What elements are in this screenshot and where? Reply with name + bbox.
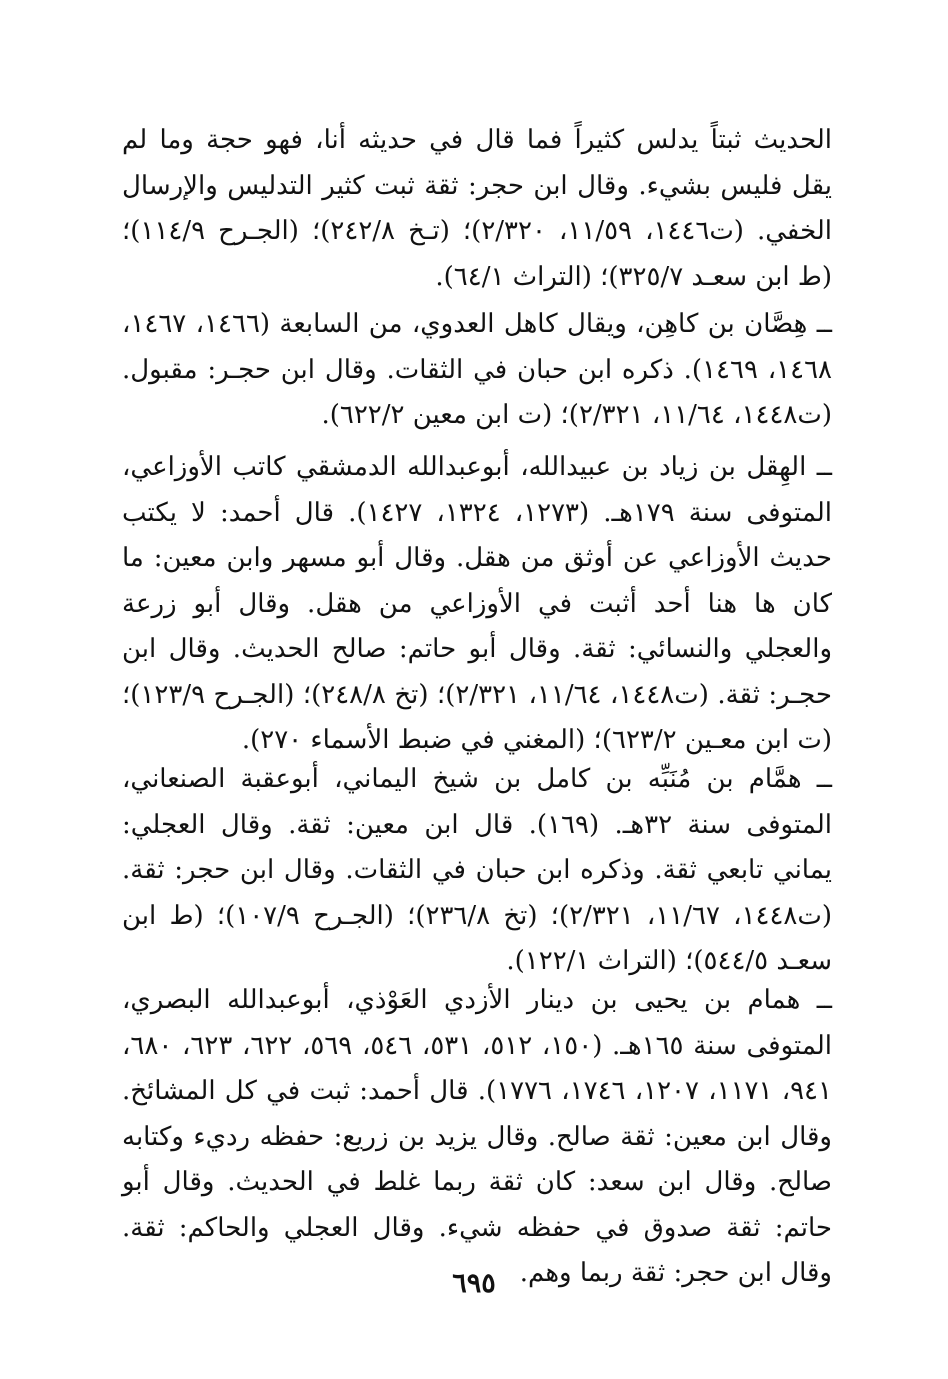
entry-hammam-bin-yahya (122, 978, 832, 1297)
entry-hammam-bin-munabbih (122, 757, 832, 985)
entry-hissan-bin-kahin (122, 302, 832, 439)
entry-hiql-bin-ziyad (122, 445, 832, 764)
entry-text: ــ همَّام بن مُنَبِّه بن كامل بن شيخ اليماني، أبوعقبة الصنعاني، المتوفى سنة ٣٢هـ. (١٦٩). قال ابن معين: ثقة. وقال العجلي: يماني تابعي ثقة. وذكره ابن حبان في الثقات. وقال ابن حجر: ثقة. (ت١٤٤٨، ١١/٦٧، ٢/٣٢١)؛ (تخ ٢٣٦/٨)؛ (الجـرح ١٠٧/٩)؛ (ط ابن سعـد ٥٤٤/٥)؛ (التراث ١٢٢/١). (122, 764, 833, 976)
page-number: ٦٩٥ (452, 1268, 496, 1299)
entry-text: ــ هِصَّان بن كاهِن، ويقال كاهل العدوي، من السابعة (١٤٦٦، ١٤٦٧، ١٤٦٨، ١٤٦٩). ذكره ابن حبان في الثقات. وقال ابن حجـر: مقبول. (ت١٤٤٨، ١١/٦٤، ٢/٣٢١)؛ (ت ابن معين ٦٢٢/٢). (122, 309, 833, 430)
entry-text: الحديث ثبتاً يدلس كثيراً فما قال في حديثه أنا، فهو حجة وما لم يقل فليس بشيء. وقال ابن حجر: ثقة ثبت كثير التدليس والإرسال الخفي. (ت١٤٤٦، ١١/٥٩، ٢/٣٢٠)؛ (تـخ ٢٤٢/٨)؛ (الجـرح ١١٤/٩)؛ (ط ابن سعـد ٣٢٥/٧)؛ (التراث ٦٤/١). (122, 125, 833, 292)
entry-text: ــ الهِقل بن زياد بن عبيدالله، أبوعبدالله الدمشقي كاتب الأوزاعي، المتوفى سنة ١٧٩هـ. (١٢٧٣، ١٣٢٤، ١٤٢٧). قال أحمد: لا يكتب حديث الأوزاعي عن أوثق من هقل. وقال أبو مسهر وابن معين: ما كان ها هنا أحد أثبت في الأوزاعي من هقل. وقال أبو زرعة والعجلي والنسائي: ثقة. وقال أبو حاتم: صالح الحديث. وقال ابن حجـر: ثقة. (ت١٤٤٨، ١١/٦٤، ٢/٣٢١)؛ (تخ ٢٤٨/٨)؛ (الجـرح ١٢٣/٩)؛ (ت ابن معـين ٦٢٣/٢)؛ (المغني في ضبط الأسماء ٢٧٠). (122, 452, 833, 755)
entry-text: ــ همام بن يحيى بن دينار الأزدي العَوْذي، أبوعبدالله البصري، المتوفى سنة ١٦٥هـ. (١٥٠، ٥١٢، ٥٣١، ٥٤٦، ٥٦٩، ٦٢٢، ٦٢٣، ٦٨٠، ٩٤١، ١١٧١، ١٢٠٧، ١٧٤٦، ١٧٧٦). قال أحمد: ثبت في كل المشائخ. وقال ابن معين: ثقة صالح. وقال يزيد بن زريع: حفظه رديء وكتابه صالح. وقال ابن سعد: كان ثقة ربما غلط في الحديث. وقال أبو حاتم: ثقة صدوق في حفظه شيء. وقال العجلي والحاكم: ثقة. وقال ابن حجر: ثقة ربما وهم. (122, 985, 833, 1288)
entry-continuation (122, 118, 832, 300)
